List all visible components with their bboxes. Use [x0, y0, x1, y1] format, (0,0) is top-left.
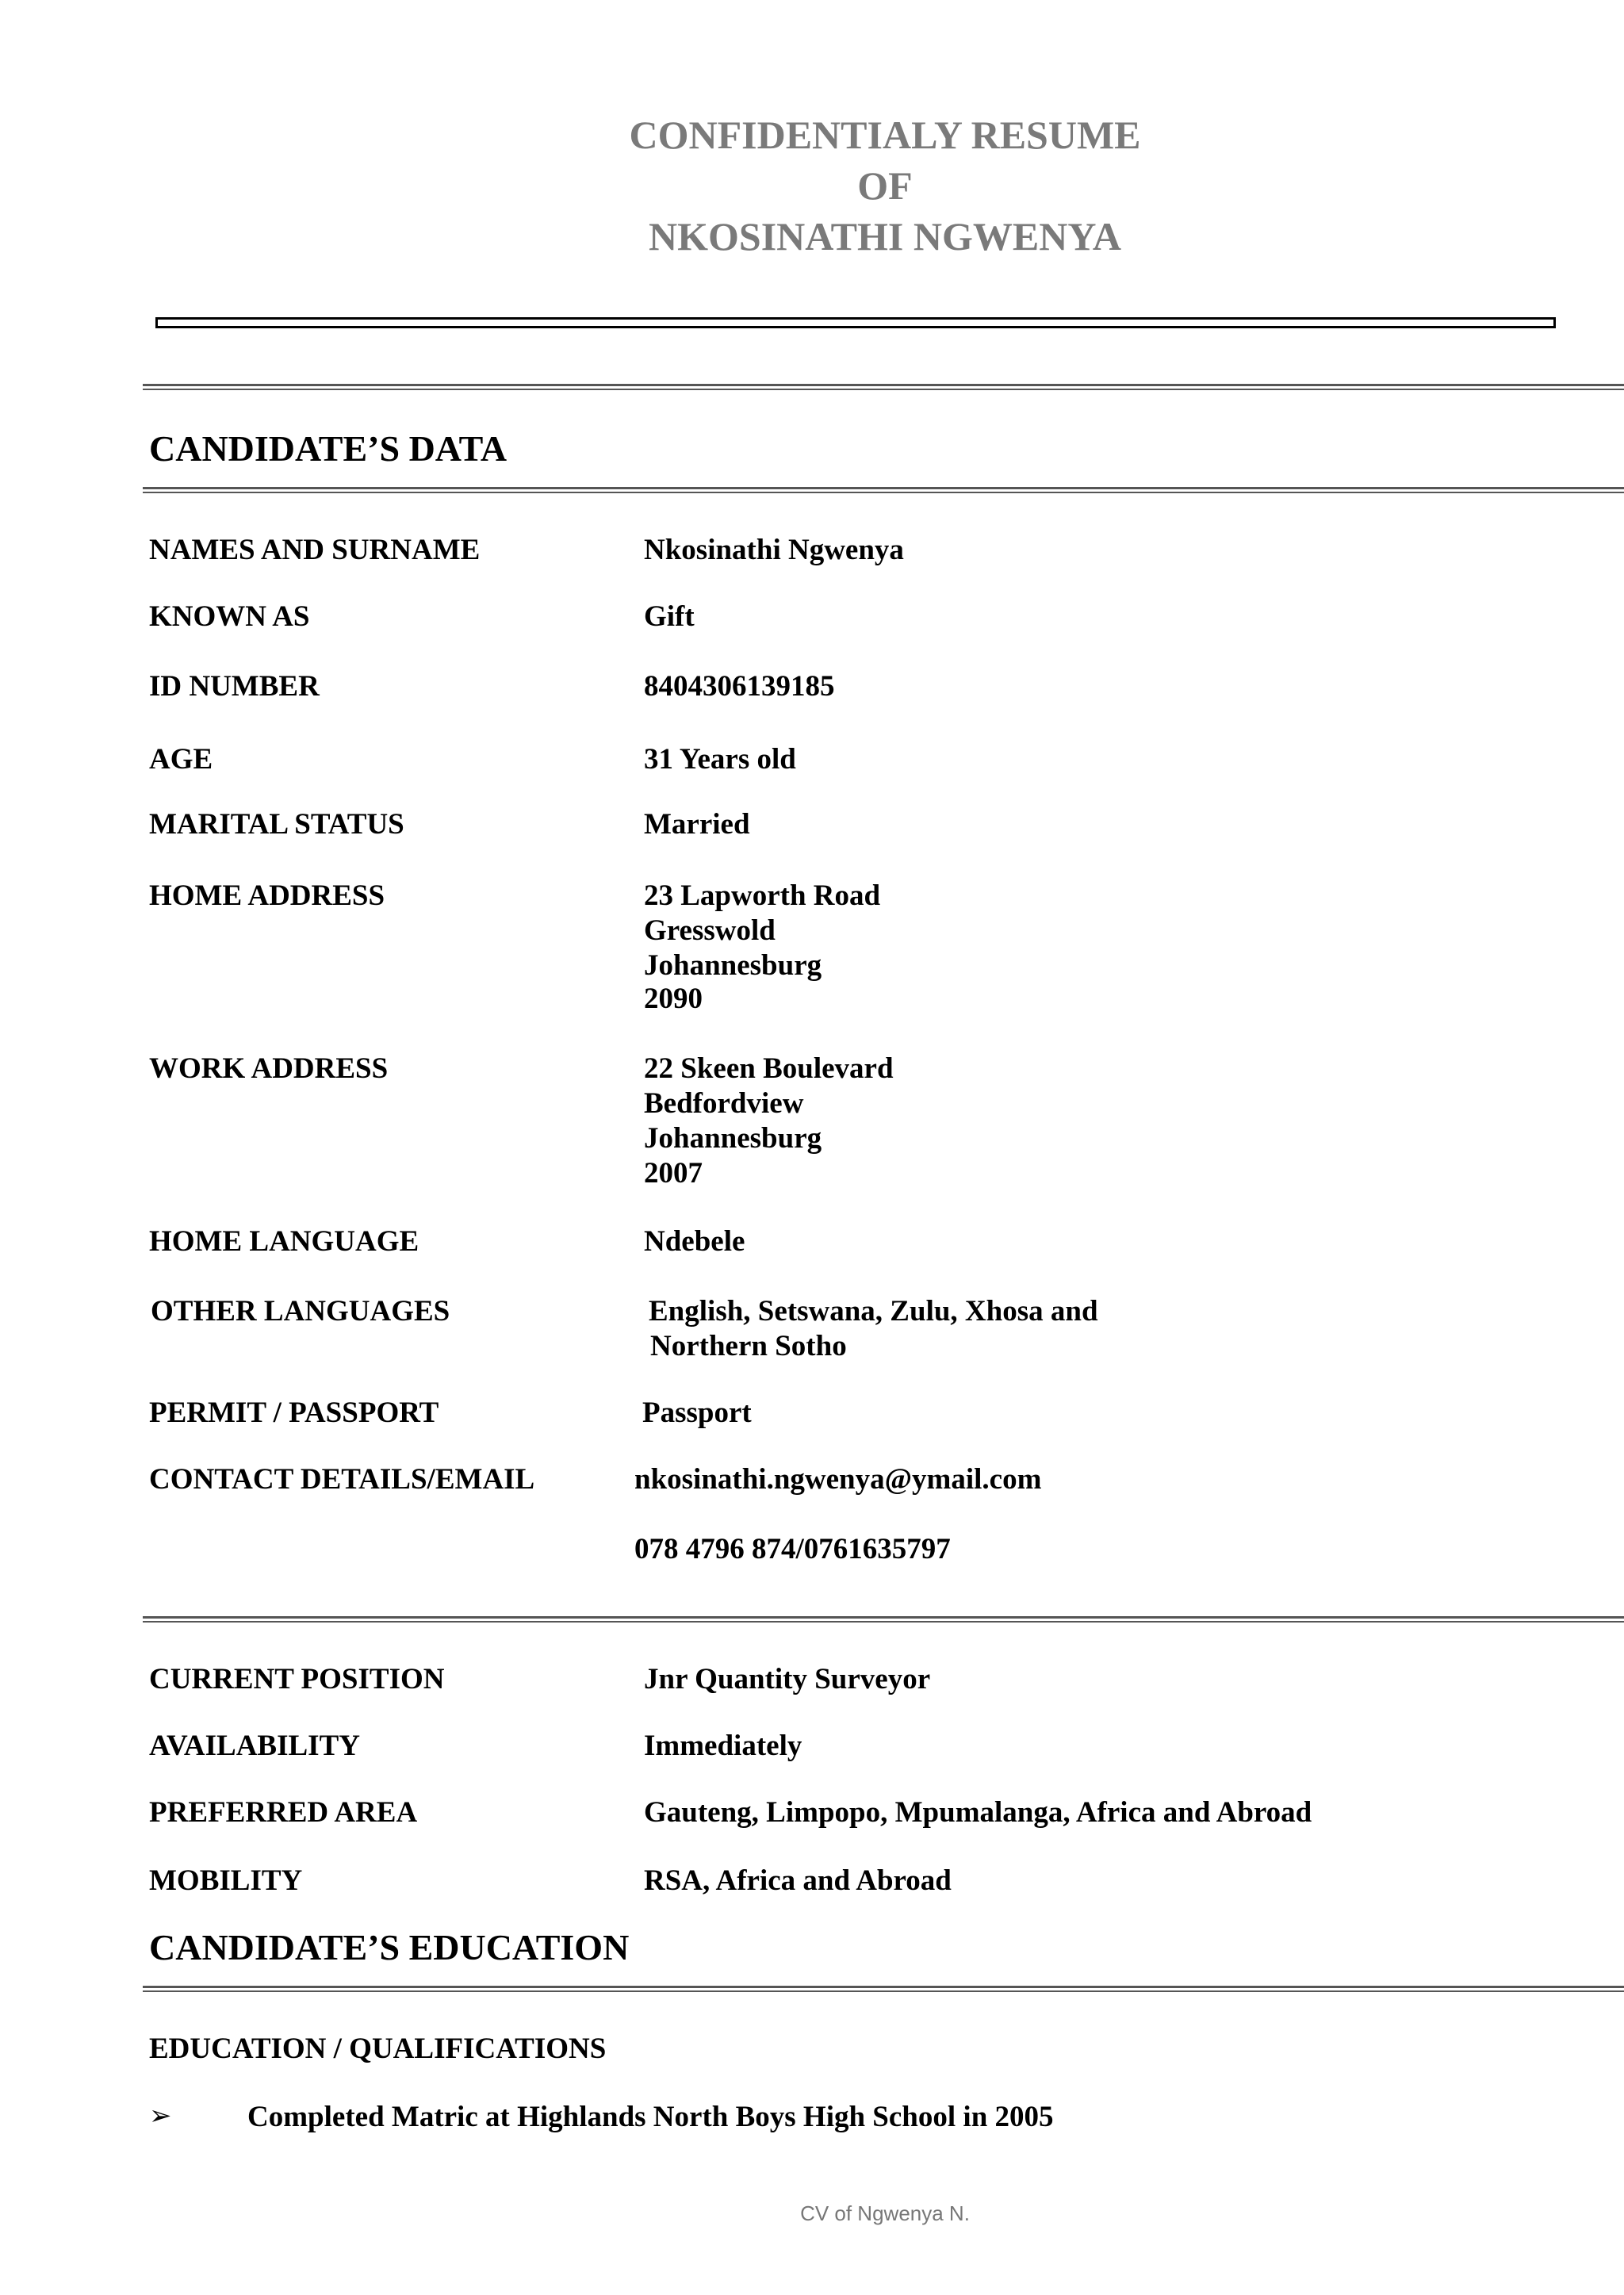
- other-languages-line: English, Setswana, Zulu, Xhosa and: [649, 1295, 1098, 1328]
- mobility-label: MOBILITY: [149, 1864, 303, 1897]
- work-address-line: 22 Skeen Boulevard: [644, 1052, 894, 1085]
- home-address-line: Johannesburg: [644, 949, 822, 982]
- work-address-label: WORK ADDRESS: [149, 1052, 389, 1085]
- availability-value: Immediately: [644, 1730, 802, 1762]
- home-language-value: Ndebele: [644, 1225, 745, 1258]
- names-label: NAMES AND SURNAME: [149, 534, 481, 566]
- marital-status-label: MARITAL STATUS: [149, 808, 404, 841]
- permit-passport-label: PERMIT / PASSPORT: [149, 1397, 439, 1429]
- candidate-education-heading: CANDIDATE’S EDUCATION: [149, 1927, 630, 1967]
- resume-title-line-1: CONFIDENTIALY RESUME: [629, 113, 1141, 157]
- home-address-label: HOME ADDRESS: [149, 879, 385, 912]
- candidate-data-heading: CANDIDATE’S DATA: [149, 428, 508, 469]
- work-address-line: Johannesburg: [644, 1122, 822, 1155]
- home-address-line: 2090: [644, 983, 703, 1015]
- work-address-line: 2007: [644, 1157, 703, 1190]
- divider-rule: [143, 384, 1624, 390]
- divider-rule: [143, 1986, 1624, 1992]
- email-value: nkosinathi.ngwenya@ymail.com: [634, 1463, 1042, 1496]
- id-number-label: ID NUMBER: [149, 670, 320, 703]
- contact-details-label: CONTACT DETAILS/EMAIL: [149, 1463, 535, 1496]
- home-address-line: Gresswold: [644, 914, 776, 947]
- preferred-area-value: Gauteng, Limpopo, Mpumalanga, Africa and Abroad: [644, 1796, 1312, 1829]
- current-position-label: CURRENT POSITION: [149, 1663, 445, 1695]
- resume-title-line-2: OF: [857, 163, 913, 208]
- known-as-value: Gift: [644, 600, 695, 633]
- divider-rule: [143, 487, 1624, 493]
- marital-status-value: Married: [644, 808, 750, 841]
- mobility-value: RSA, Africa and Abroad: [644, 1864, 952, 1897]
- work-address-line: Bedfordview: [644, 1087, 804, 1120]
- education-qualifications-label: EDUCATION / QUALIFICATIONS: [149, 2033, 607, 2065]
- resume-title-line-3: NKOSINATHI NGWENYA: [649, 214, 1121, 259]
- permit-passport-value: Passport: [642, 1397, 752, 1429]
- other-languages-label: OTHER LANGUAGES: [151, 1295, 450, 1328]
- names-value: Nkosinathi Ngwenya: [644, 534, 904, 566]
- divider-rule: [143, 1616, 1624, 1623]
- age-value: 31 Years old: [644, 743, 796, 776]
- availability-label: AVAILABILITY: [149, 1730, 360, 1762]
- current-position-value: Jnr Quantity Surveyor: [644, 1663, 931, 1695]
- education-item: Completed Matric at Highlands North Boys High School in 2005: [247, 2101, 1054, 2133]
- known-as-label: KNOWN AS: [149, 600, 310, 633]
- page-footer: CV of Ngwenya N.: [800, 2201, 970, 2225]
- home-language-label: HOME LANGUAGE: [149, 1225, 419, 1258]
- home-address-line: 23 Lapworth Road: [644, 879, 881, 912]
- preferred-area-label: PREFERRED AREA: [149, 1796, 418, 1829]
- header-box-rule: [155, 317, 1556, 328]
- bullet-arrow-icon: ➢: [149, 2100, 172, 2132]
- age-label: AGE: [149, 743, 213, 776]
- other-languages-line: Northern Sotho: [650, 1330, 847, 1362]
- id-number-value: 8404306139185: [644, 670, 835, 703]
- phone-value: 078 4796 874/0761635797: [634, 1533, 951, 1565]
